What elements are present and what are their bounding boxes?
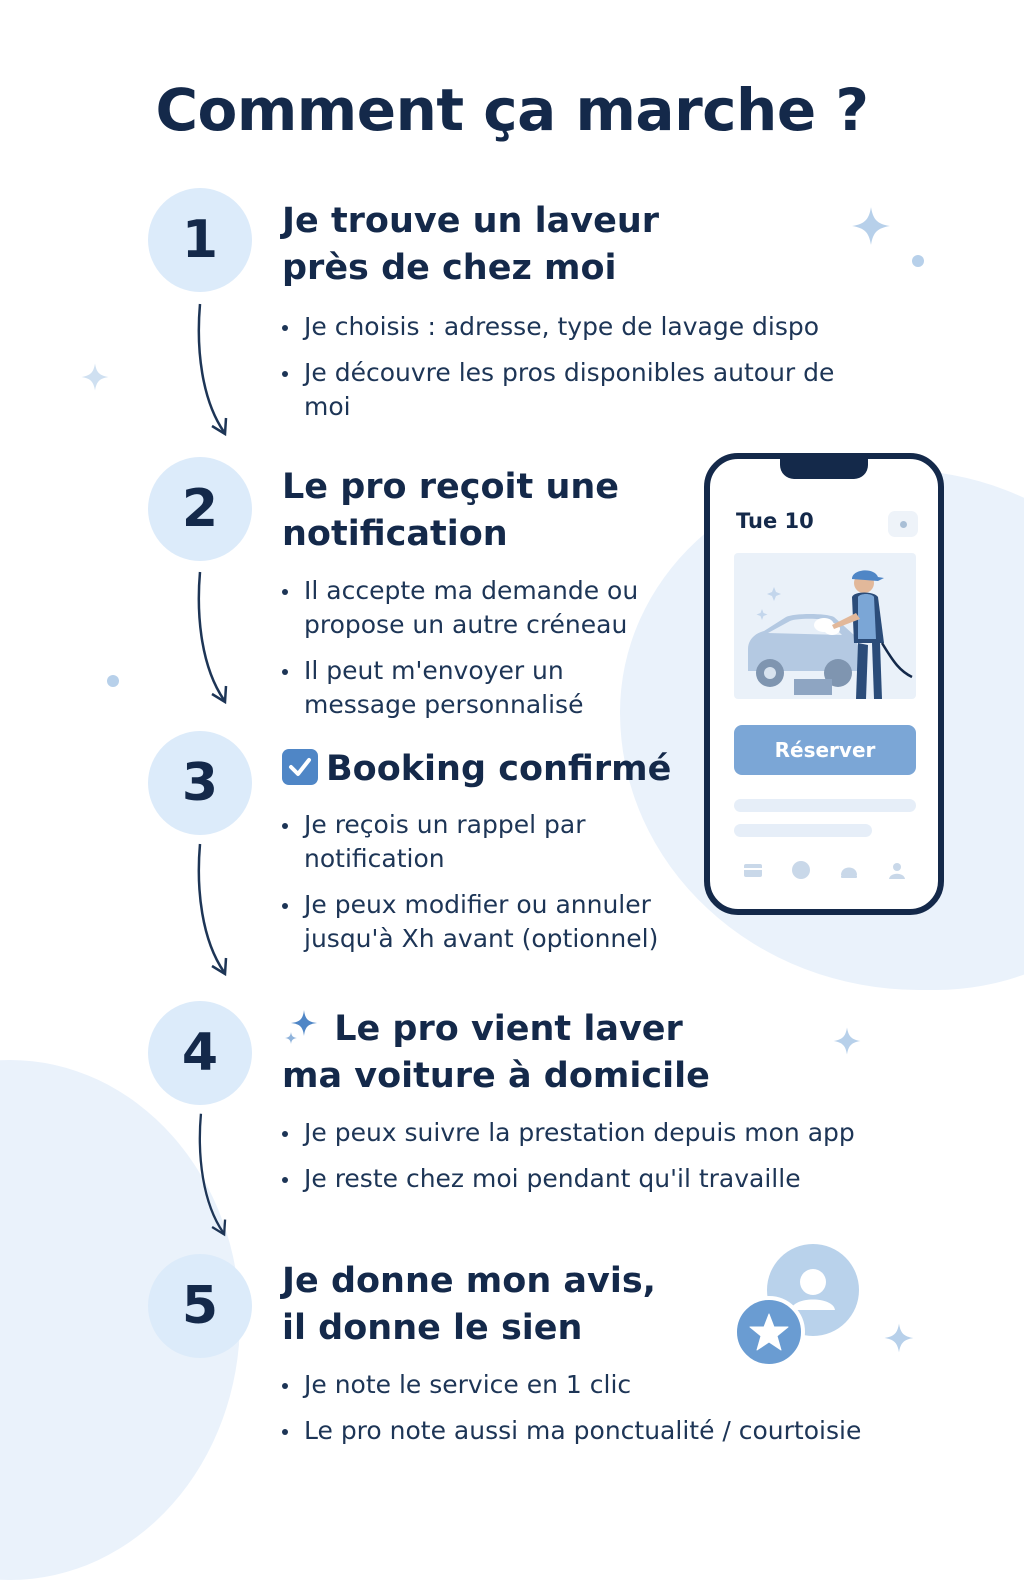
step-number-3: 3 <box>148 731 252 835</box>
phone-mockup <box>704 453 944 915</box>
step-bullets-1 <box>282 310 882 436</box>
settings-icon[interactable] <box>888 511 918 537</box>
arrow-down-icon <box>188 568 238 708</box>
reserve-button[interactable]: Réserver <box>734 725 916 775</box>
list-item: Il peut m'envoyer un message personnalisé <box>282 654 677 722</box>
list-item: Je note le service en 1 clic <box>282 1368 962 1402</box>
page-title: Comment ça marche ? <box>155 76 869 144</box>
star-icon <box>733 1296 805 1368</box>
sparkle-icon <box>282 1006 322 1046</box>
phone-notch <box>780 453 868 479</box>
step-title-3-text: Booking confirmé <box>326 749 672 789</box>
step-title-4-text: Le pro vient laver ma voiture à domicile <box>282 1009 710 1096</box>
step-number-4: 4 <box>148 1001 252 1105</box>
arrow-down-icon <box>188 300 238 440</box>
step-number-1: 1 <box>148 188 252 292</box>
sparkle-icon <box>80 362 110 392</box>
step-bullets-3 <box>282 808 692 968</box>
decor-dot <box>107 675 119 687</box>
list-item: Je reçois un rappel par notification <box>282 808 692 876</box>
placeholder-bar <box>734 824 872 837</box>
step-bullets-5 <box>282 1368 962 1460</box>
home-icon[interactable] <box>790 859 812 881</box>
list-item: Je peux suivre la prestation depuis mon app <box>282 1116 922 1150</box>
car-wash-illustration <box>734 553 916 699</box>
list-item: Je choisis : adresse, type de lavage dispo <box>282 310 882 344</box>
profile-icon[interactable] <box>886 859 908 881</box>
step-title-5: Je donne mon avis, il donne le sien <box>282 1261 656 1348</box>
arrow-down-icon <box>188 1110 238 1240</box>
step-title-4 <box>282 1006 712 1100</box>
step-title-2: Le pro reçoit une notification <box>282 467 620 554</box>
step-title-1: Je trouve un laveur près de chez moi <box>282 201 660 288</box>
sparkle-icon <box>883 1322 915 1354</box>
step-number-5: 5 <box>148 1254 252 1358</box>
list-item: Je découvre les pros disponibles autour de moi <box>282 356 882 424</box>
step-bullets-2 <box>282 574 677 734</box>
arrow-down-icon <box>188 840 238 980</box>
list-item: Le pro note aussi ma ponctualité / courtoisie <box>282 1414 962 1448</box>
list-item: Je peux modifier ou annuler jusqu'à Xh avant (optionnel) <box>282 888 692 956</box>
calendar-icon[interactable] <box>742 859 764 881</box>
decor-dot <box>912 255 924 267</box>
list-item: Il accepte ma demande ou propose un autre créneau <box>282 574 677 642</box>
step-number-2: 2 <box>148 457 252 561</box>
step-bullets-4 <box>282 1116 922 1208</box>
phone-date: Tue 10 <box>736 509 814 533</box>
sparkle-icon <box>832 1026 862 1056</box>
placeholder-bar <box>734 799 916 812</box>
sparkle-icon <box>850 205 892 247</box>
check-icon <box>282 749 318 785</box>
chat-icon[interactable] <box>838 859 860 881</box>
list-item: Je reste chez moi pendant qu'il travaille <box>282 1162 922 1196</box>
step-title-3 <box>282 746 702 793</box>
